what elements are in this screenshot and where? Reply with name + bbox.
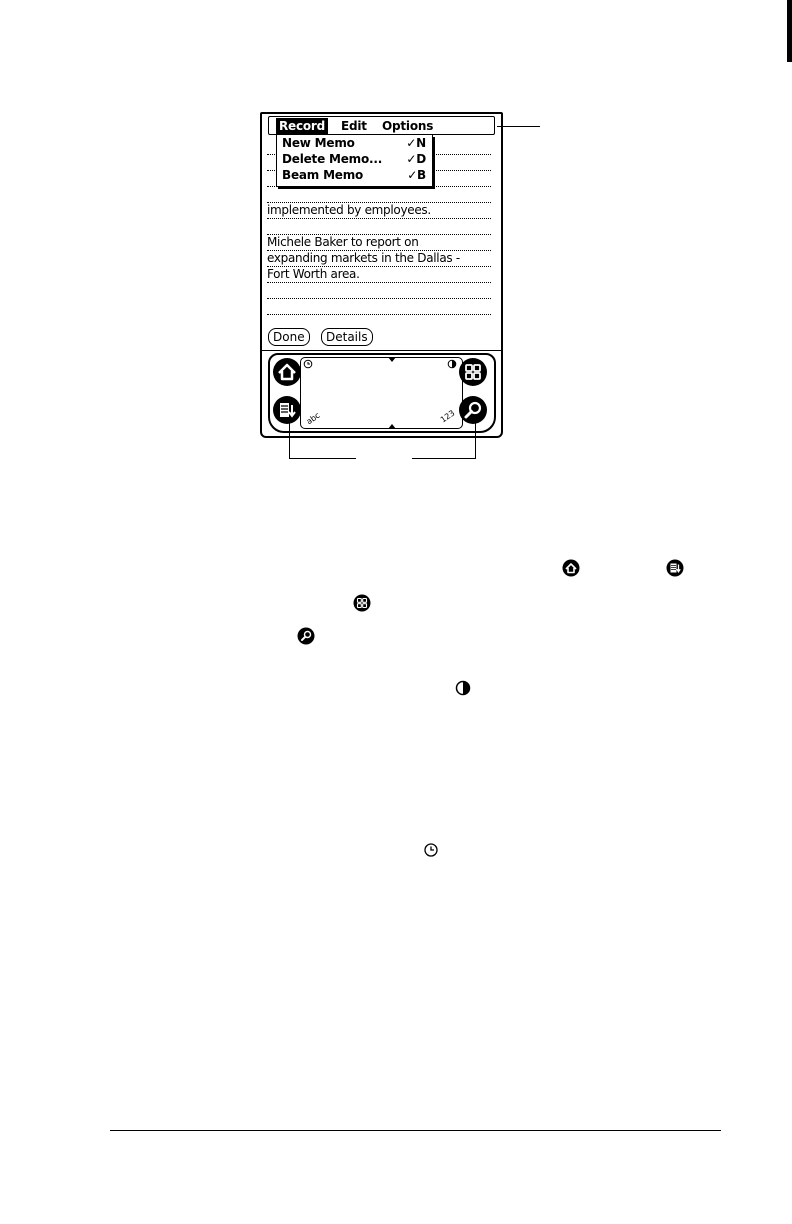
details-button[interactable]: Details	[321, 328, 373, 346]
graffiti-abc-label: abc	[304, 410, 322, 427]
menu-item-label: New Memo	[282, 136, 355, 150]
memo-line[interactable]: Michele Baker to report on	[267, 234, 491, 251]
memo-line[interactable]: implemented by employees.	[267, 202, 491, 219]
menu-bar[interactable]	[268, 116, 495, 135]
menu-shortcut: ✓N	[406, 136, 426, 150]
memo-line[interactable]: Fort Worth area.	[267, 266, 491, 283]
callout-line-right	[475, 422, 476, 458]
screen-divider	[262, 350, 501, 351]
menu-item-new-memo[interactable]	[282, 135, 428, 151]
memo-line[interactable]	[267, 218, 491, 235]
memo-line-blank	[267, 186, 491, 203]
menu-edit[interactable]: Edit	[341, 119, 367, 133]
menu-item-label: Beam Memo	[282, 168, 364, 182]
find-icon	[297, 627, 315, 645]
menu-item-label: Delete Memo...	[282, 152, 383, 166]
contrast-icon[interactable]	[447, 359, 457, 369]
menu-shortcut: ✓B	[407, 168, 426, 182]
triangle-down-icon	[388, 357, 396, 363]
contrast-icon	[455, 680, 471, 696]
device-screenshot	[260, 112, 503, 438]
calculator-icon	[353, 594, 371, 612]
calculator-icon[interactable]	[459, 358, 487, 386]
home-icon[interactable]	[273, 358, 301, 386]
memo-line-blank	[267, 298, 491, 315]
memo-line[interactable]: expanding markets in the Dallas -	[267, 250, 491, 267]
callout-line-left	[289, 422, 290, 458]
footer-rule	[110, 1130, 721, 1131]
callout-line-left	[289, 458, 356, 459]
done-button[interactable]: Done	[268, 328, 310, 346]
menu-icon[interactable]	[273, 396, 301, 424]
menu-record[interactable]: Record	[276, 118, 328, 134]
graffiti-123-label: 123	[438, 408, 457, 425]
callout-line-menubar	[497, 126, 540, 127]
menu-options[interactable]: Options	[382, 119, 434, 133]
clock-icon[interactable]	[303, 359, 313, 369]
record-menu	[276, 135, 433, 187]
home-icon	[562, 559, 580, 577]
menu-item-beam-memo[interactable]	[282, 167, 428, 183]
page-edge-marker	[787, 0, 792, 62]
clock-icon	[423, 842, 439, 858]
callout-line-right	[412, 458, 476, 459]
menu-shortcut: ✓D	[406, 152, 426, 166]
menu-icon	[666, 559, 684, 577]
memo-line-blank	[267, 282, 491, 299]
find-icon[interactable]	[459, 396, 487, 424]
triangle-up-icon	[388, 423, 396, 429]
menu-item-delete-memo[interactable]	[282, 151, 428, 167]
